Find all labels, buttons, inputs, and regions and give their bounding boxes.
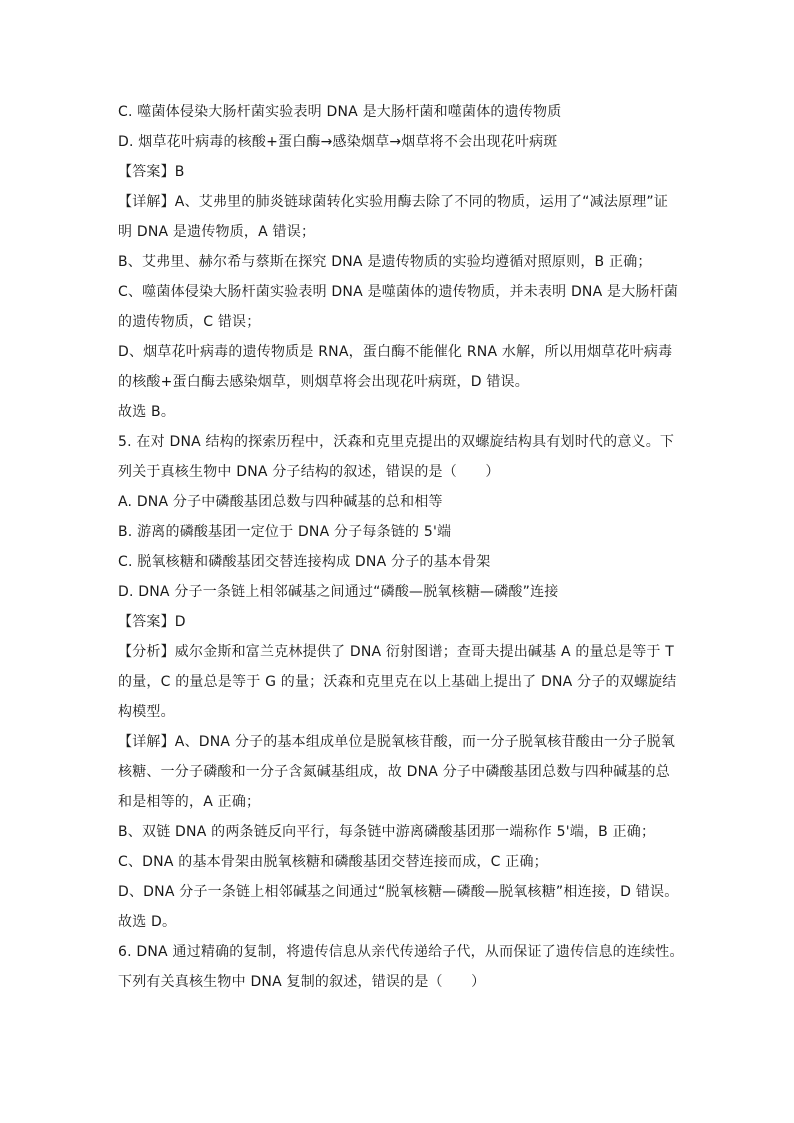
- option-b-q5: B. 游离的磷酸基团一定位于 DNA 分子每条链的 5'端: [118, 524, 452, 540]
- question-6-stem-line-1: 6. DNA 通过精确的复制，将遗传信息从亲代传递给子代，从而保证了遗传信息的连续性。: [118, 944, 684, 960]
- option-d-q5: D. DNA 分子一条链上相邻碱基之间通过“磷酸—脱氧核糖—磷酸”连接: [118, 584, 559, 600]
- explanation-q5-line-2: 核糖、一分子磷酸和一分子含氮碱基组成，故 DNA 分子中磷酸基团总数与四种碱基的总: [118, 764, 670, 780]
- question-5-stem-line-1: 5. 在对 DNA 结构的探索历程中，沃森和克里克提出的双螺旋结构具有划时代的意义。下: [118, 434, 675, 450]
- explanation-q5-line-5: C、DNA 的基本骨架由脱氧核糖和磷酸基团交替连接而成，C 正确；: [118, 854, 548, 870]
- explanation-q4-line-6: D、烟草花叶病毒的遗传物质是 RNA，蛋白酶不能催化 RNA 水解，所以用烟草花叶病毒: [118, 344, 673, 360]
- explanation-q5-line-1: 【详解】A、DNA 分子的基本组成单位是脱氧核苷酸，而一分子脱氧核苷酸由一分子脱氧: [118, 734, 676, 750]
- option-a-q5: A. DNA 分子中磷酸基团总数与四种碱基的总和相等: [118, 494, 443, 510]
- analysis-q5-line-2: 的量，C 的量总是等于 G 的量；沃森和克里克在以上基础上提出了 DNA 分子的双螺旋结: [118, 674, 677, 690]
- explanation-q4-line-3: B、艾弗里、赫尔希与蔡斯在探究 DNA 是遗传物质的实验均遵循对照原则，B 正确；: [118, 254, 652, 270]
- explanation-q5-line-6: D、DNA 分子一条链上相邻碱基之间通过“脱氧核糖—磷酸—脱氧核糖”相连接，D 错误。: [118, 884, 679, 900]
- question-6-stem-line-2: 下列有关真核生物中 DNA 复制的叙述，错误的是（ ）: [118, 974, 486, 990]
- option-c-q5: C. 脱氧核糖和磷酸基团交替连接构成 DNA 分子的基本骨架: [118, 554, 491, 570]
- option-c-q4: C. 噬菌体侵染大肠杆菌实验表明 DNA 是大肠杆菌和噬菌体的遗传物质: [118, 104, 562, 120]
- explanation-q4-line-2: 明 DNA 是遗传物质，A 错误；: [118, 224, 316, 240]
- explanation-q4-line-7: 的核酸+蛋白酶去感染烟草，则烟草将会出现花叶病斑，D 错误。: [118, 374, 529, 390]
- answer-q4: 【答案】B: [118, 164, 185, 180]
- explanation-q5-line-4: B、双链 DNA 的两条链反向平行，每条链中游离磷酸基团那一端称作 5'端，B 正确；: [118, 824, 656, 840]
- option-d-q4: D. 烟草花叶病毒的核酸+蛋白酶→感染烟草→烟草将不会出现花叶病斑: [118, 134, 558, 150]
- explanation-q4-line-4: C、噬菌体侵染大肠杆菌实验表明 DNA 是噬菌体的遗传物质，并未表明 DNA 是大肠杆菌: [118, 284, 679, 300]
- answer-q5: 【答案】D: [118, 614, 186, 630]
- conclusion-q5: 故选 D。: [118, 914, 177, 930]
- explanation-q4-line-1: 【详解】A、艾弗里的肺炎链球菌转化实验用酶去除了不同的物质，运用了“减法原理”证: [118, 194, 669, 210]
- question-5-stem-line-2: 列关于真核生物中 DNA 分子结构的叙述，错误的是（ ）: [118, 464, 500, 480]
- conclusion-q4: 故选 B。: [118, 404, 176, 420]
- explanation-q4-line-5: 的遗传物质，C 错误；: [118, 314, 261, 330]
- analysis-q5-line-3: 构模型。: [118, 704, 175, 720]
- explanation-q5-line-3: 和是相等的，A 正确；: [118, 794, 261, 810]
- analysis-q5-line-1: 【分析】威尔金斯和富兰克林提供了 DNA 衍射图谱；查哥夫提出碱基 A 的量总是等于 T: [118, 644, 675, 660]
